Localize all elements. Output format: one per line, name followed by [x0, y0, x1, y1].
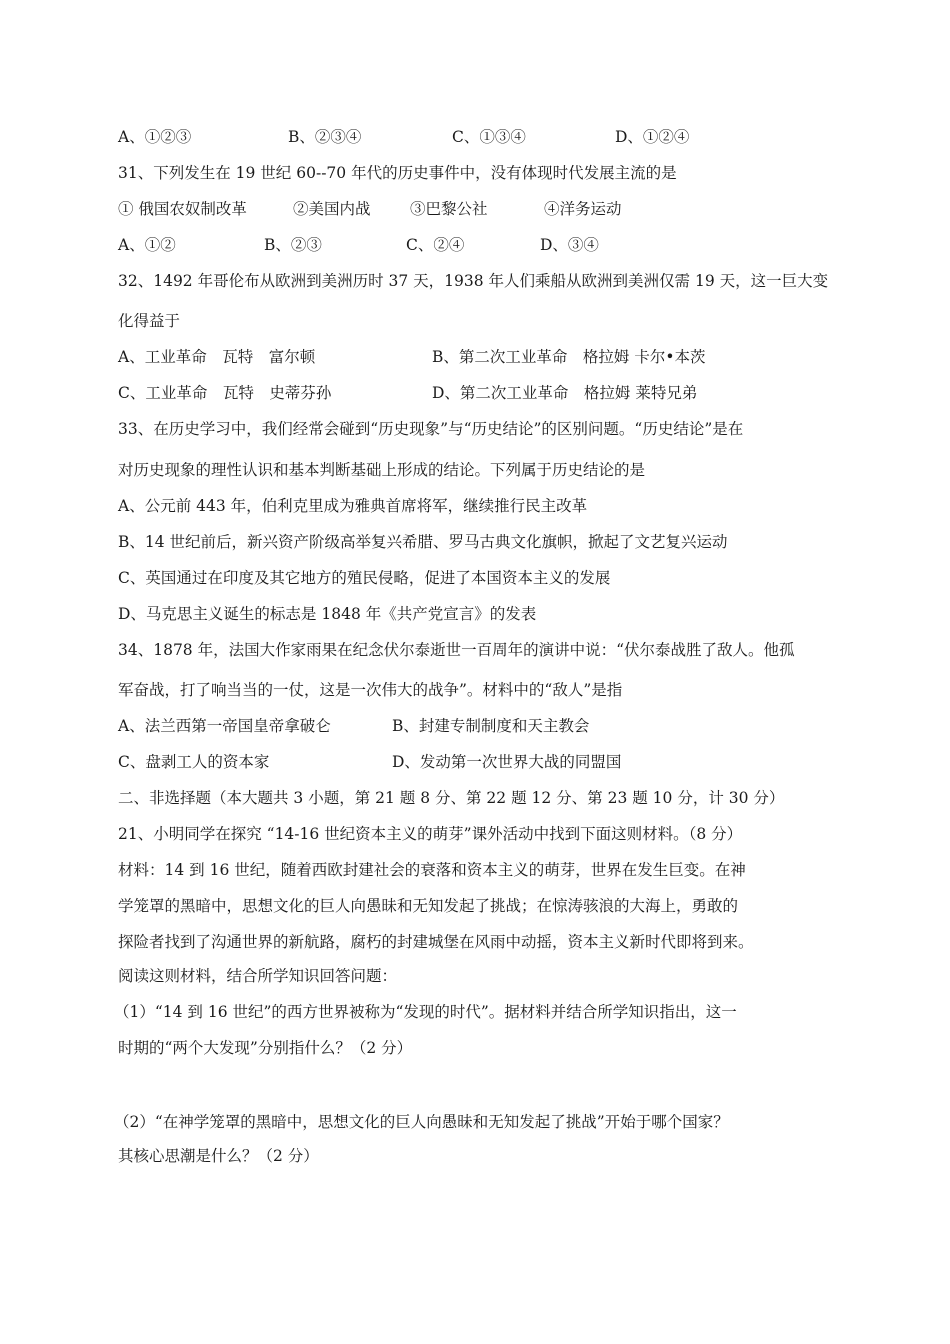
q31-item-3: ③巴黎公社 [410, 200, 488, 218]
q21-sub1-line1: （1）“14 到 16 世纪”的西方世界被称为“发现的时代”。据材料并结合所学知识指出，这一 [114, 1003, 737, 1021]
q32-option-d: D、第二次工业革命 格拉姆 莱特兄弟 [432, 384, 698, 402]
q34-stem-line2: 军奋战，打了响当当的一仗，这是一次伟大的战争”。材料中的“敌人”是指 [118, 681, 623, 699]
q32-option-c: C、工业革命 瓦特 史蒂芬孙 [118, 384, 332, 402]
q30-option-b: B、②③④ [288, 128, 362, 146]
q34-option-c: C、盘剥工人的资本家 [118, 753, 270, 771]
q31-item-4: ④洋务运动 [544, 200, 622, 218]
q21-material-line3: 探险者找到了沟通世界的新航路，腐朽的封建城堡在风雨中动摇，资本主义新时代即将到来。 [118, 933, 754, 951]
q30-option-a: A、①②③ [118, 128, 192, 146]
q21-stem: 21、小明同学在探究 “14-16 世纪资本主义的萌芽”课外活动中找到下面这则材料。（8 分） [118, 825, 743, 843]
q34-option-b: B、封建专制制度和天主教会 [392, 717, 590, 735]
q33-stem-line1: 33、在历史学习中，我们经常会碰到“历史现象”与“历史结论”的区别问题。“历史结论”是在 [118, 420, 744, 438]
q32-option-a: A、工业革命 瓦特 富尔顿 [118, 348, 316, 366]
q33-option-d: D、马克思主义诞生的标志是 1848 年《共产党宣言》的发表 [118, 605, 537, 623]
q32-stem-line1: 32、1492 年哥伦布从欧洲到美洲历时 37 天，1938 年人们乘船从欧洲到美洲仅需 19 天，这一巨大变 [118, 272, 829, 290]
q21-sub2-line1: （2）“在神学笼罩的黑暗中，思想文化的巨人向愚昧和无知发起了挑战”开始于哪个国家？ [114, 1113, 729, 1131]
q34-option-d: D、发动第一次世界大战的同盟国 [392, 753, 622, 771]
q30-option-d: D、①②④ [615, 128, 690, 146]
q33-option-b: B、14 世纪前后，新兴资产阶级高举复兴希腊、罗马古典文化旗帜，掀起了文艺复兴运动 [118, 533, 728, 551]
q31-item-2: ②美国内战 [293, 200, 371, 218]
q31-option-d: D、③④ [540, 236, 599, 254]
q31-option-a: A、①② [118, 236, 176, 254]
q34-stem-line1: 34、1878 年，法国大作家雨果在纪念伏尔泰逝世一百周年的演讲中说：“伏尔泰战胜了敌人。他孤 [118, 641, 795, 659]
q32-stem-line2: 化得益于 [118, 312, 181, 330]
q21-material-line1: 材料：14 到 16 世纪，随着西欧封建社会的衰落和资本主义的萌芽，世界在发生巨变。在神 [118, 861, 746, 879]
q31-item-1: ① 俄国农奴制改革 [118, 200, 247, 218]
q33-stem-line2: 对历史现象的理性认识和基本判断基础上形成的结论。下列属于历史结论的是 [118, 461, 646, 479]
q21-instruction: 阅读这则材料，结合所学知识回答问题： [118, 967, 398, 985]
section2-heading: 二、非选择题（本大题共 3 小题，第 21 题 8 分、第 22 题 12 分、第 23 题 10 分，计 30 分） [118, 789, 785, 807]
q34-option-a: A、法兰西第一帝国皇帝拿破仑 [118, 717, 331, 735]
q31-stem: 31、下列发生在 19 世纪 60--70 年代的历史事件中，没有体现时代发展主流的是 [118, 164, 677, 182]
q21-sub1-line2: 时期的“两个大发现”分别指什么？（2 分） [118, 1039, 413, 1057]
q21-material-line2: 学笼罩的黑暗中，思想文化的巨人向愚昧和无知发起了挑战；在惊涛骇浪的大海上，勇敢的 [118, 897, 739, 915]
q32-option-b: B、第二次工业革命 格拉姆 卡尔•本茨 [432, 348, 706, 366]
q31-option-b: B、②③ [264, 236, 322, 254]
q31-option-c: C、②④ [406, 236, 465, 254]
q33-option-a: A、公元前 443 年，伯利克里成为雅典首席将军，继续推行民主改革 [118, 497, 588, 515]
q21-sub2-line2: 其核心思潮是什么？（2 分） [118, 1147, 319, 1165]
q30-option-c: C、①③④ [452, 128, 526, 146]
q33-option-c: C、英国通过在印度及其它地方的殖民侵略，促进了本国资本主义的发展 [118, 569, 611, 587]
